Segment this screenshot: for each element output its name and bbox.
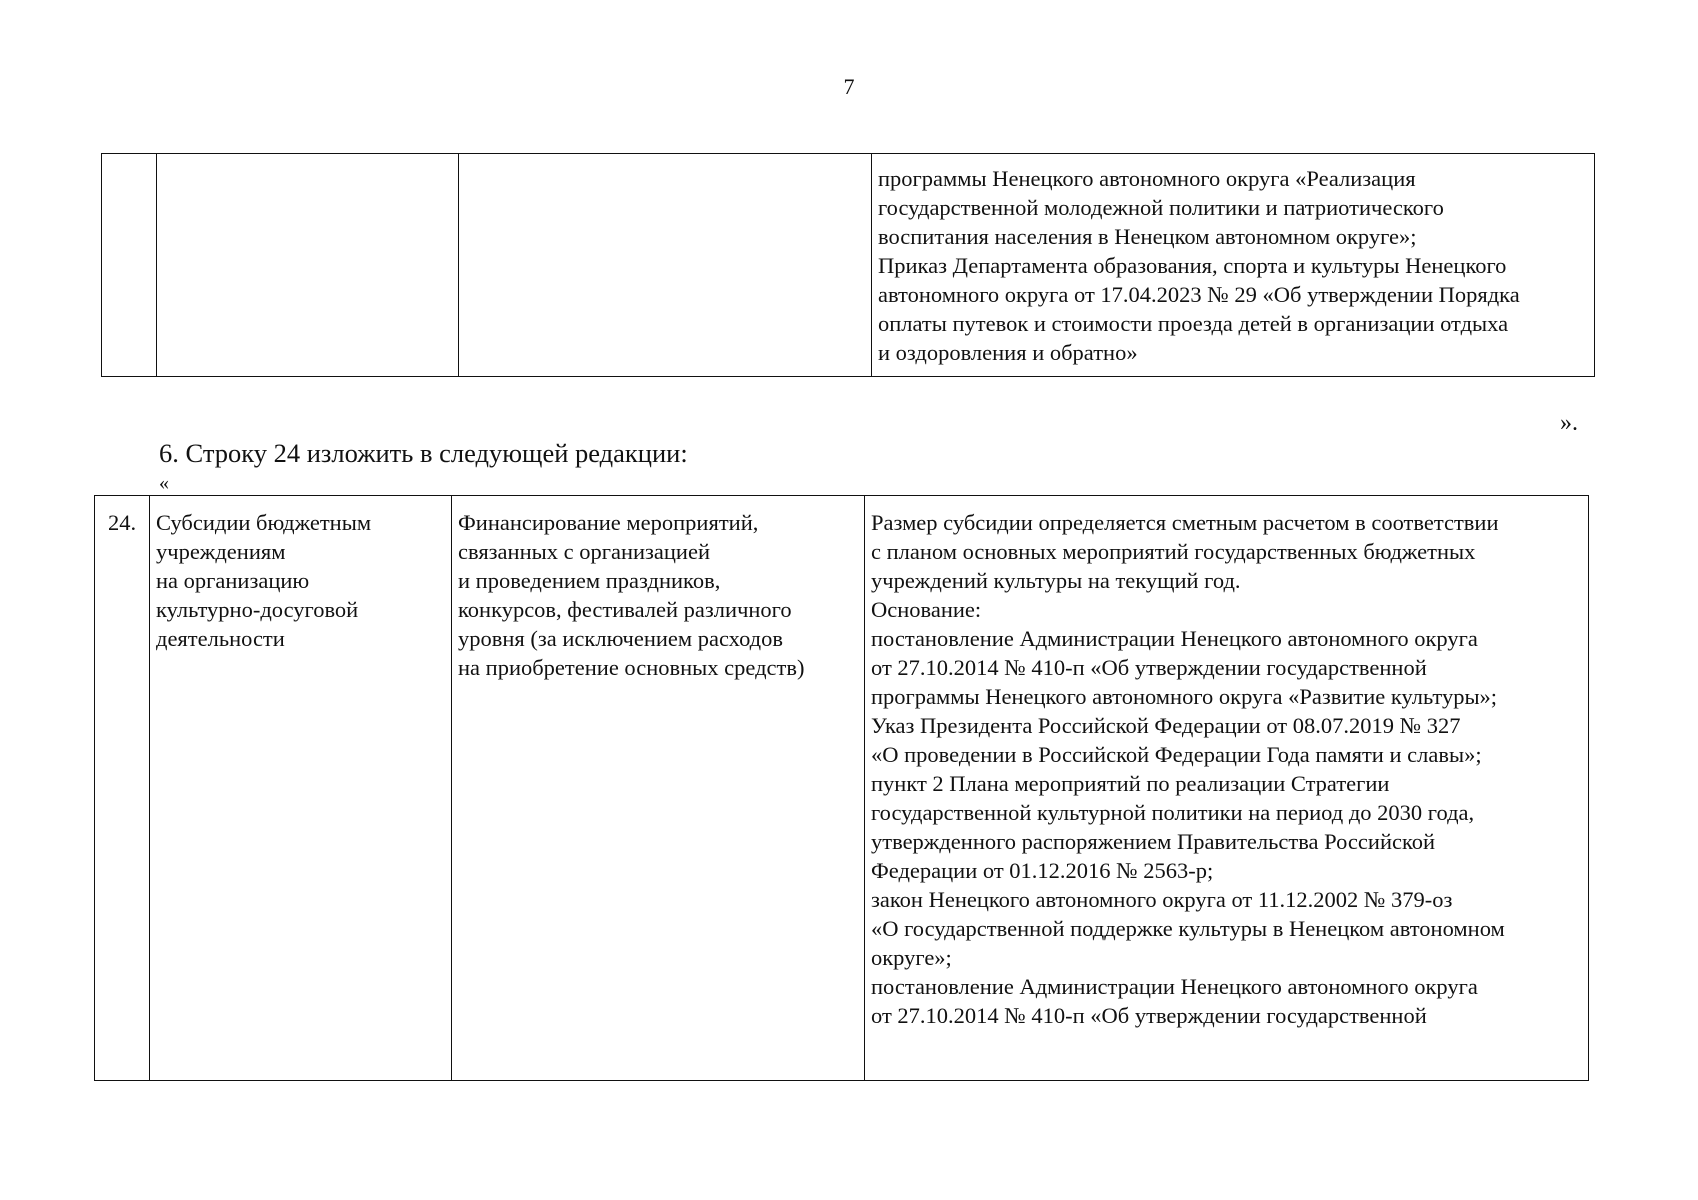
name-line: культурно-досуговой [156, 597, 359, 622]
closing-quote: ». [1560, 410, 1578, 436]
amendment-instruction: 6. Строку 24 изложить в следующей редакции: [159, 438, 688, 468]
basis-line: государственной культурной политики на период до 2030 года, [871, 800, 1475, 825]
basis-line: Приказ Департамента образования, спорта и культуры Ненецкого [878, 253, 1507, 278]
basis-line: «О государственной поддержке культуры в Ненецком автономном [871, 916, 1505, 941]
name-line: деятельности [156, 626, 285, 651]
basis-line: «О проведении в Российской Федерации Года памяти и славы»; [871, 742, 1482, 767]
basis-line: автономного округа от 17.04.2023 № 29 «Об утверждении Порядка [878, 282, 1520, 307]
basis-cell [872, 154, 1595, 377]
basis-line: Указ Президента Российской Федерации от 08.07.2019 № 327 [871, 713, 1461, 738]
basis-line: программы Ненецкого автономного округа «Реализация [878, 166, 1416, 191]
basis-line: постановление Администрации Ненецкого автономного округа [871, 974, 1478, 999]
number-cell [102, 154, 157, 377]
name-line: Субсидии бюджетным [156, 510, 372, 535]
basis-line: оплаты путевок и стоимости проезда детей в организации отдыха [878, 311, 1509, 336]
purpose-line: и проведением праздников, [458, 568, 721, 593]
table-row [95, 496, 1589, 1081]
basis-line: Основание: [871, 597, 982, 622]
basis-line: Федерации от 01.12.2016 № 2563-р; [871, 858, 1214, 883]
basis-line: учреждений культуры на текущий год. [871, 568, 1241, 593]
purpose-line: конкурсов, фестивалей различного [458, 597, 792, 622]
basis-line: округе»; [871, 945, 952, 970]
basis-line: постановление Администрации Ненецкого автономного округа [871, 626, 1478, 651]
name-cell [157, 154, 459, 377]
basis-line: от 27.10.2014 № 410-п «Об утверждении государственной [871, 655, 1427, 680]
basis-line: с планом основных мероприятий государственных бюджетных [871, 539, 1476, 564]
basis-cell [865, 496, 1589, 1081]
basis-line: закон Ненецкого автономного округа от 11.12.2002 № 379-оз [871, 887, 1453, 912]
row-24-table [94, 495, 1589, 1081]
basis-line: и оздоровления и обратно» [878, 340, 1138, 365]
basis-line: от 27.10.2014 № 410-п «Об утверждении государственной [871, 1003, 1427, 1028]
name-line: учреждениям [156, 539, 286, 564]
basis-line: утвержденного распоряжением Правительства Российской [871, 829, 1436, 854]
purpose-cell [452, 496, 865, 1081]
continuation-table [101, 153, 1595, 377]
basis-line: программы Ненецкого автономного округа «Развитие культуры»; [871, 684, 1498, 709]
row-number: 24. [95, 496, 150, 1081]
page-number: 7 [843, 74, 855, 99]
purpose-cell [459, 154, 872, 377]
basis-line: пункт 2 Плана мероприятий по реализации Стратегии [871, 771, 1390, 796]
basis-line: воспитания населения в Ненецком автономном округе»; [878, 224, 1417, 249]
name-line: на организацию [156, 568, 310, 593]
purpose-line: Финансирование мероприятий, [458, 510, 759, 535]
name-cell [150, 496, 452, 1081]
purpose-line: уровня (за исключением расходов [458, 626, 783, 651]
basis-line: Размер субсидии определяется сметным расчетом в соответствии [871, 510, 1499, 535]
table-row [102, 154, 1595, 377]
purpose-line: на приобретение основных средств) [458, 655, 805, 680]
basis-line: государственной молодежной политики и патриотического [878, 195, 1444, 220]
purpose-line: связанных с организацией [458, 539, 711, 564]
opening-quote: « [159, 472, 169, 494]
